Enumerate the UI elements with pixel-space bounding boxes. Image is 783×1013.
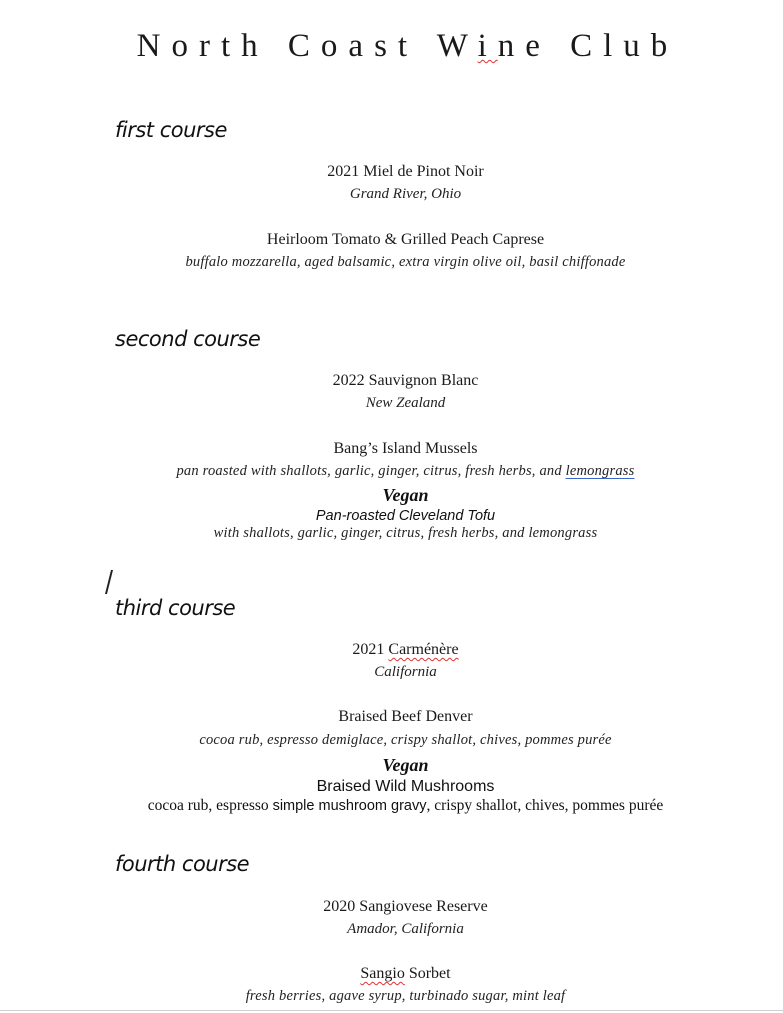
wine-origin-first: Grand River, Ohio [349, 186, 462, 202]
wine-second: 2022 Sauvignon Blanc [332, 372, 479, 389]
wine-first: 2021 Miel de Pinot Noir [327, 163, 484, 180]
vegan-description-third-start: cocoa rub, espresso [147, 797, 273, 814]
vegan-dish-third: Braised Wild Mushrooms [316, 778, 495, 795]
dish-description-fourth: fresh berries, agave syrup, turbinado sugar, mint leaf [245, 988, 566, 1004]
dish-fourth-flagged-word: Sangio [360, 965, 405, 982]
wine-third [0, 641, 783, 659]
vegan-label-second: Vegan [382, 485, 429, 505]
text-cursor [105, 570, 113, 594]
dish-second: Bang’s Island Mussels [333, 440, 478, 457]
wine-third-name-flagged: Carménère [388, 641, 459, 658]
dish-description-third: cocoa rub, espresso demiglace, crispy shallot, chives, pommes purée [199, 732, 612, 748]
vegan-label-third: Vegan [382, 755, 429, 775]
title-text-start: North Coast W [136, 28, 478, 64]
vegan-description-second: with shallots, garlic, ginger, citrus, fresh herbs, and lemongrass [213, 525, 598, 541]
wine-origin-fourth: Amador, California [347, 921, 464, 937]
course-heading-second: second course [115, 327, 261, 351]
dish-description-first: buffalo mozzarella, aged balsamic, extra virgin olive oil, basil chiffonade [185, 254, 626, 270]
vegan-description-third [0, 797, 783, 815]
vegan-description-third-end: , crispy shallot, chives, pommes purée [426, 797, 664, 814]
dish-third: Braised Beef Denver [338, 708, 473, 725]
grammar-flagged-word: lemongrass [565, 463, 635, 479]
title-text-end: ne Club [497, 28, 679, 64]
dish-description-second [0, 463, 783, 480]
page-title [0, 28, 783, 65]
wine-third-year: 2021 [352, 641, 389, 658]
wine-origin-third: California [374, 664, 437, 680]
vegan-description-third-inserted: simple mushroom gravy [272, 798, 427, 814]
page-bottom-edge [0, 1010, 783, 1011]
course-heading-first: first course [115, 118, 227, 142]
course-heading-fourth: fourth course [115, 852, 250, 876]
dish-fourth [0, 965, 783, 983]
dish-description-second-text: pan roasted with shallots, garlic, ginger, citrus, fresh herbs, and [176, 463, 566, 479]
course-heading-third: third course [115, 596, 236, 620]
vegan-dish-second: Pan-roasted Cleveland Tofu [315, 508, 496, 524]
title-spellcheck-letter: i [477, 28, 498, 64]
dish-first: Heirloom Tomato & Grilled Peach Caprese [266, 231, 545, 248]
wine-origin-second: New Zealand [365, 395, 446, 411]
wine-fourth: 2020 Sangiovese Reserve [323, 898, 488, 915]
dish-fourth-rest: Sorbet [404, 965, 451, 982]
